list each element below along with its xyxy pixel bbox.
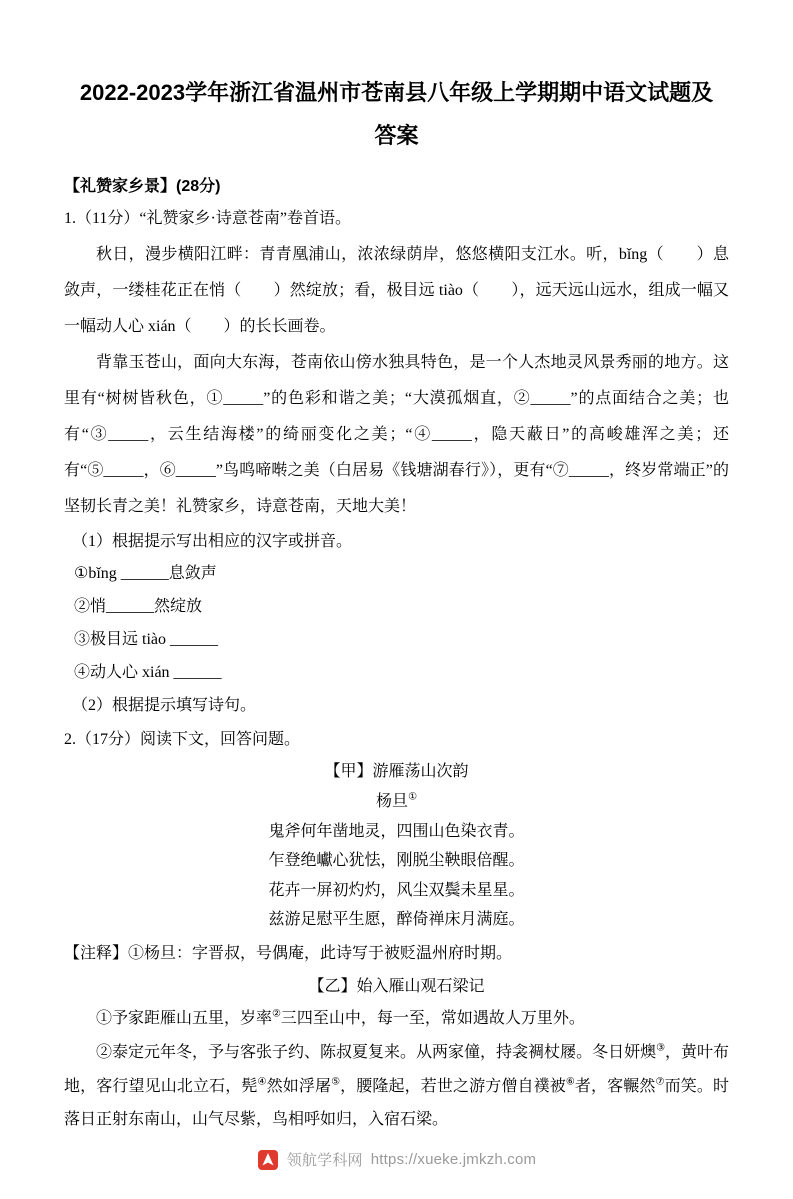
q1-blank-line-3: ③极目远 tiào ______: [74, 630, 218, 648]
poem-line-2: 乍登绝巘心犹怯，刚脱尘鞅眼倍醒。: [268, 852, 525, 870]
q1-blank-line-2: ②悄______然绽放: [74, 597, 203, 615]
q1-part-1-label: （1）根据提示写出相应的汉字或拼音。: [72, 532, 353, 550]
poem-note: 【注释】①杨旦：字晋叔，号偶庵，此诗写于被贬温州府时期。: [64, 944, 513, 962]
q1-passage-para-2: 背靠玉苍山，面向大东海，苍南依山傍水独具特色，是一个人杰地灵风景秀丽的地方。这里有“树树皆秋色，①_____”的色彩和谐之美；“大漠孤烟直，②_____”的点面结合之美；也有“③_____，云生结海楼”的绮丽变化之美；“④_____，隐天蔽日”的高峻雄浑之美；还有“⑤_____，⑥_____”鸟鸣啼啭之美（白居易《钱塘湖春行》），更有“⑦_____，终岁常端正”的坚韧长青之美！礼赞家乡，诗意苍南，天地大美！: [64, 353, 729, 515]
paragraph-text: 予家距雁山五里，岁率②三四至山中，每一至，常如遇故人万里外。: [112, 1009, 585, 1028]
paragraph-text: 泰定元年冬，予与客张子约、陈叔夏复来。从两家僮，持衾裯杖屦。冬日妍燠③，黄叶布地，客行望见山北立石，髡④然如浮屠⑤，腰隆起，若世之游方僧自襆被⑥者，客冁然⑦而笑。时落日正射东南山，山气尽紫，鸟相呼如归，入宿石梁。: [64, 1042, 729, 1129]
section-heading: 【礼赞家乡景】(28分): [64, 177, 221, 195]
footer-site-url[interactable]: https://xueke.jmkzh.com: [370, 1151, 537, 1169]
poem-line-1: 鬼斧何年凿地灵，四围山色染衣青。: [268, 822, 525, 840]
paragraph-number: ①: [96, 1010, 113, 1028]
poem-line-3: 花卉一屏初灼灼，风尘双鬓未星星。: [268, 881, 525, 899]
poem-jia-block: [64, 757, 729, 935]
passage-yi-title: 【乙】始入雁山观石梁记: [308, 978, 485, 996]
poem-jia-author: 杨旦①: [376, 791, 417, 810]
document-title: 2022-2023学年浙江省温州市苍南县八年级上学期期中语文试题及答案: [79, 80, 714, 148]
q1-blank-line-4: ④动人心 xián ______: [74, 663, 222, 681]
q1-passage-para-1: 秋日，漫步横阳江畔：青青凰浦山，浓浓绿荫岸，悠悠横阳支江水。听，bǐng（ ）息敛声，一缕桂花正在悄（ ）然绽放；看，极目远 tiào（ ），远天远山远水，组成一幅又一幅动人心 xián（ ）的长长画卷。: [64, 245, 729, 335]
paragraph-number: ②: [96, 1044, 113, 1062]
xueke-logo-icon: [257, 1149, 279, 1171]
footer-site-name: 领航学科网: [286, 1152, 363, 1170]
site-footer: [64, 1137, 729, 1185]
q1-part-2-label: （2）根据提示填写诗句。: [72, 697, 257, 715]
question-1-stem: 1.（11分）“礼赞家乡·诗意苍南”卷首语。: [64, 210, 351, 228]
passage-yi-para-1: [64, 1002, 729, 1036]
q1-blank-list: [64, 558, 729, 689]
poem-line-4: 兹游足慰平生愿，醉倚禅床月满庭。: [268, 911, 525, 929]
poem-jia-title: 【甲】游雁荡山次韵: [324, 763, 469, 781]
question-2-stem: 2.（17分）阅读下文，回答问题。: [64, 730, 301, 748]
q1-blank-line-1: ①bǐng ______息敛声: [74, 565, 217, 583]
